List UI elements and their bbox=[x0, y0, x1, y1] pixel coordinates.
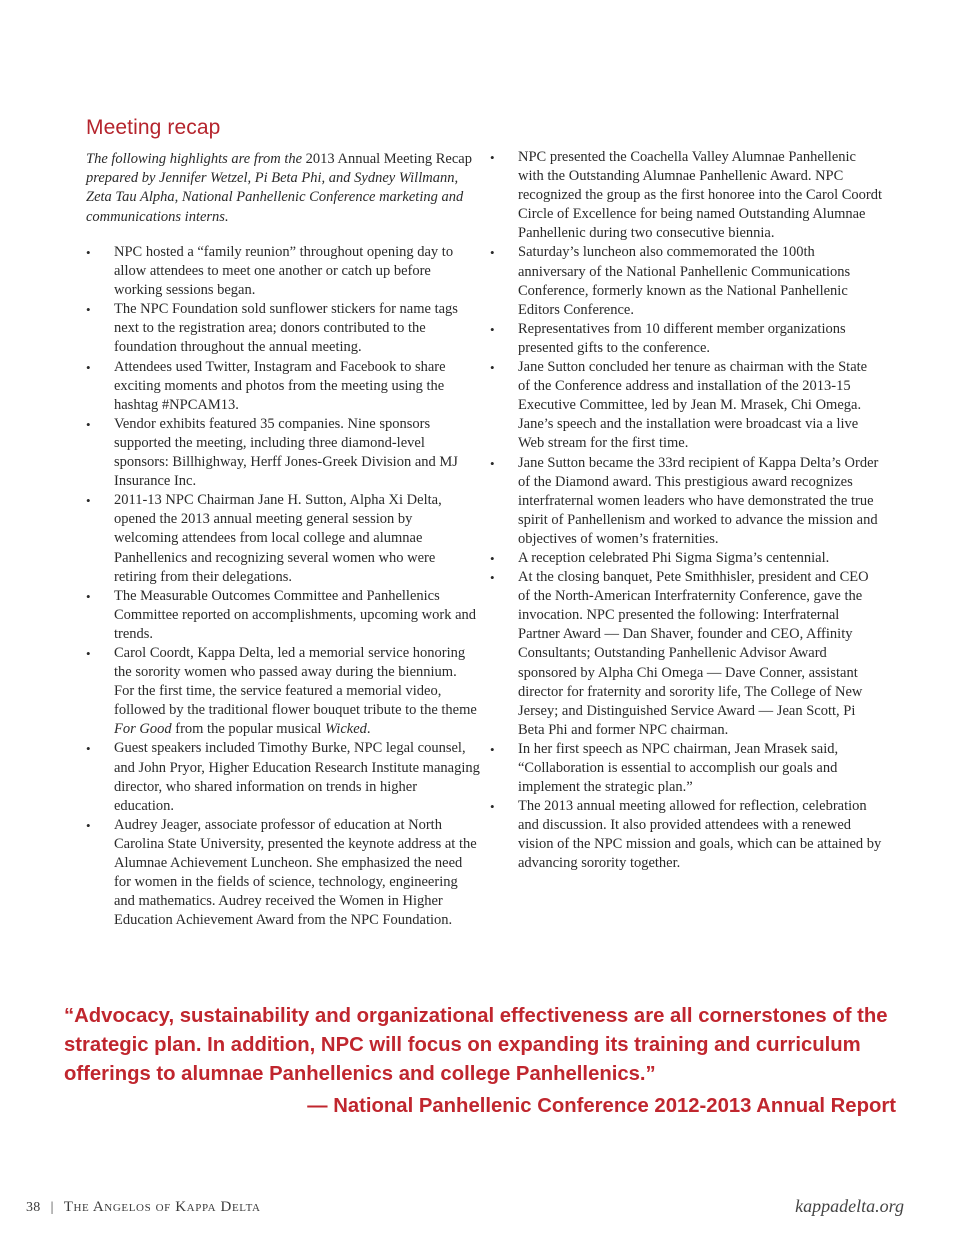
list-item: • Audrey Jeager, associate professor of education at North Carolina State University, presented the keynote address at the Alumnae Achievement Luncheon. She emphasized the need for women in the fields of science, technology, engineering and mathematics. Audrey received the Women in Higher Education Achievement Award from the NPC Foundation. bbox=[86, 816, 480, 931]
list-item: • In her first speech as NPC chairman, Jean Mrasek said, “Collaboration is essential to accomplish our goals and implement the strategic plan.” bbox=[490, 740, 882, 797]
list-item: • The Measurable Outcomes Committee and Panhellenics Committee reported on accomplishments, upcoming work and trends. bbox=[86, 587, 480, 644]
footer-folio bbox=[26, 1199, 261, 1216]
footer-separator: | bbox=[50, 1200, 54, 1215]
list-item: • NPC hosted a “family reunion” throughout opening day to allow attendees to meet one another or catch up before working sessions began. bbox=[86, 243, 480, 300]
intro-paragraph bbox=[86, 150, 478, 227]
pull-quote: “Advocacy, sustainability and organizational effectiveness are all cornerstones of the strategic plan. In addition, NPC will focus on expanding its training and curriculum offerings to alumnae Panhellenics and college Panhellenics.” bbox=[64, 1005, 888, 1085]
list-item bbox=[86, 644, 480, 739]
page-number: 38 bbox=[26, 1200, 41, 1215]
list-item: • Guest speakers included Timothy Burke, NPC legal counsel, and John Pryor, Higher Education Research Institute managing director, who shared information on trends in higher education. bbox=[86, 739, 480, 815]
list-item: • Saturday’s luncheon also commemorated the 100th anniversary of the National Panhellenic Communications Conference, formerly known as the National Panhellenic Editors Conference. bbox=[490, 243, 882, 319]
memorial-text-before: Carol Coordt, Kappa Delta, led a memorial service honoring the sorority women who passed away during the biennium. For the first time, the service featured a memorial video, followed by the traditional flower bouquet tribute to the theme bbox=[114, 644, 477, 719]
list-item: • Vendor exhibits featured 35 companies. Nine sponsors supported the meeting, including three diamond-level sponsors: Billhighway, Herff Jones-Greek Division and MJ Insurance Inc. bbox=[86, 415, 480, 491]
memorial-text-after: . bbox=[366, 721, 371, 738]
list-item: • Representatives from 10 different member organizations presented gifts to the conference. bbox=[490, 320, 882, 358]
list-item: • A reception celebrated Phi Sigma Sigma’s centennial. bbox=[490, 549, 882, 568]
list-item: • NPC presented the Coachella Valley Alumnae Panhellenic with the Outstanding Alumnae Panhellenic Award. NPC recognized the group as the first honoree into the Carol Coordt Circle of Excellence for being named Outstanding Alumnae Panhellenic during two consecutive biennia. bbox=[490, 148, 882, 243]
list-item: • Attendees used Twitter, Instagram and Facebook to share exciting moments and photos from the meeting using the hashtag #NPCAM13. bbox=[86, 358, 480, 415]
list-item: • 2011-13 NPC Chairman Jane H. Sutton, Alpha Xi Delta, opened the 2013 annual meeting general session by welcoming attendees from local college and alumnae Panhellenics and recognizing several women who were retiring from their delegations. bbox=[86, 491, 480, 586]
publication-name: The Angelos of Kappa Delta bbox=[63, 1199, 261, 1215]
list-item: • Jane Sutton concluded her tenure as chairman with the State of the Conference address and installation of the 2013-15 Executive Committee, led by Jean M. Mrasek, Chi Omega. Jane’s speech and the installation were broadcast via a live Web stream for the first time. bbox=[490, 358, 882, 453]
song-title: For Good bbox=[114, 721, 172, 738]
left-bullet-list bbox=[86, 243, 480, 930]
list-item: • The NPC Foundation sold sunflower stickers for name tags next to the registration area; donors contributed to the foundation throughout the annual meeting. bbox=[86, 300, 480, 357]
quote-attribution: — National Panhellenic Conference 2012-2013 Annual Report bbox=[307, 1095, 896, 1117]
right-bullet-list bbox=[490, 148, 882, 874]
intro-part-3: prepared by Jennifer Wetzel, Pi Beta Phi, and Sydney Willmann, Zeta Tau Alpha, National Panhellenic Conference marketing and communications interns. bbox=[86, 170, 464, 225]
list-item: • At the closing banquet, Pete Smithhisler, president and CEO of the North-American Interfraternity Conference, gave the invocation. NPC presented the following: Interfraternal Partner Award — Dan Shaver, founder and CEO, Affinity Consultants; Outstanding Panhellenic Advisor Award sponsored by Alpha Chi Omega — Dave Conner, assistant director for fraternity and sorority life, The College of New Jersey; and Distinguished Service Award — Jean Scott, Pi Beta Phi and former NPC chairman. bbox=[490, 568, 882, 740]
section-title: Meeting recap bbox=[86, 116, 221, 139]
website-link[interactable]: kappadelta.org bbox=[795, 1196, 904, 1216]
musical-title: Wicked bbox=[325, 721, 367, 738]
intro-document-title: 2013 Annual Meeting Recap bbox=[305, 151, 472, 167]
intro-part-1: The following highlights are from the bbox=[86, 151, 306, 167]
memorial-text-middle: from the popular musical bbox=[171, 721, 326, 738]
list-item: • The 2013 annual meeting allowed for reflection, celebration and discussion. It also provided attendees with a renewed vision of the NPC mission and goals, which can be attained by advancing sorority together. bbox=[490, 797, 882, 873]
list-item: • Jane Sutton became the 33rd recipient of Kappa Delta’s Order of the Diamond award. This prestigious award recognizes interfraternal women leaders who have demonstrated the true spirit of Panhellenism and worked to advance the mission and objectives of women’s fraternities. bbox=[490, 454, 882, 549]
